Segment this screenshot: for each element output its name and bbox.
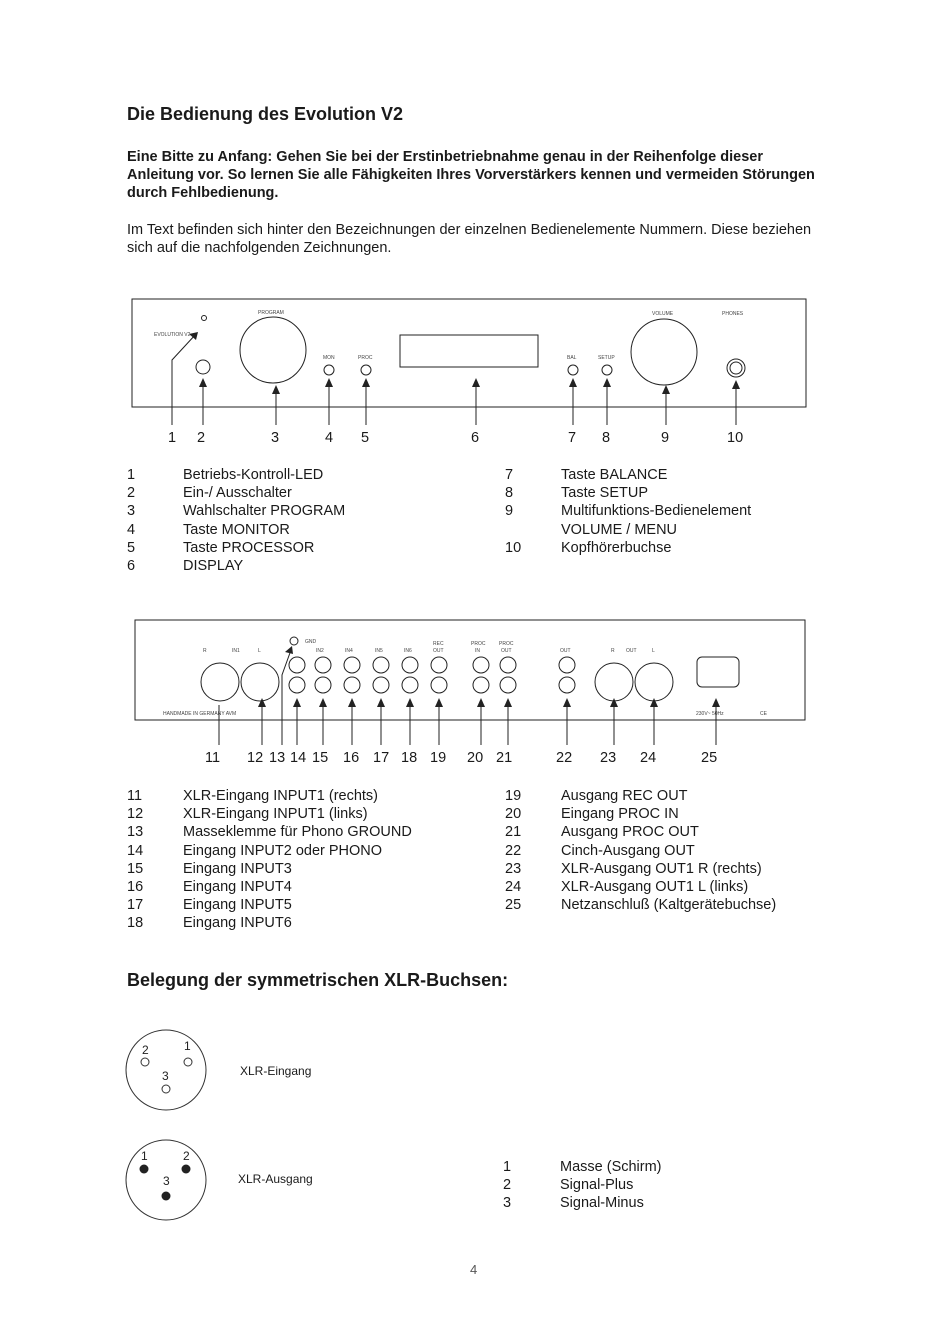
callout-number: 4 <box>325 430 334 446</box>
legend-row: VOLUME / MENU <box>561 521 678 538</box>
label-handmade: HANDMADE IN GERMANY AVM <box>163 711 237 717</box>
xlr-pin-legend <box>503 1158 662 1213</box>
callout-number: 16 <box>343 750 360 766</box>
label-in5: IN5 <box>375 648 383 654</box>
legend-row: 5 Taste PROCESSOR <box>127 539 315 556</box>
legend-row: 1 Betriebs-Kontroll-LED <box>127 467 324 483</box>
label-program: PROGRAM <box>258 310 284 316</box>
label-out-r: R <box>611 648 615 654</box>
legend-row: 2 Ein-/ Ausschalter <box>127 485 292 502</box>
callout-number: 18 <box>401 750 418 766</box>
label-in4: IN4 <box>345 648 353 654</box>
callout-number: 19 <box>430 750 447 766</box>
legend-row: 12 XLR-Eingang INPUT1 (links) <box>127 806 368 823</box>
legend-row: 24 XLR-Ausgang OUT1 L (links) <box>505 878 749 895</box>
label-model: EVOLUTION V2 <box>154 332 191 338</box>
label-ce: CE <box>760 711 767 717</box>
page-title: Die Bedienung des Evolution V2 <box>127 104 404 124</box>
legend-row: 13 Masseklemme für Phono GROUND <box>127 824 412 841</box>
xlr-output-pin-3-label: 3 <box>163 1174 170 1188</box>
label-gnd: GND <box>305 639 317 645</box>
callout-number: 20 <box>467 750 484 766</box>
label-volume: VOLUME <box>652 311 674 317</box>
callout-number: 25 <box>701 750 718 766</box>
legend-row: 3 Wahlschalter PROGRAM <box>127 503 346 520</box>
callout-number: 9 <box>661 430 670 446</box>
legend-row: 6 DISPLAY <box>127 557 244 574</box>
callout-number: 15 <box>312 750 329 766</box>
callout-number: 3 <box>271 430 280 446</box>
legend-row: 21 Ausgang PROC OUT <box>505 824 699 841</box>
callout-number: 14 <box>290 750 307 766</box>
label-rec: REC <box>433 641 444 647</box>
xlr-output-pin-2-label: 2 <box>183 1149 190 1163</box>
callout-number: 11 <box>205 750 221 766</box>
callout-number: 7 <box>568 430 577 446</box>
callout-number: 1 <box>168 430 177 446</box>
xlr-output-pin-1-label: 1 <box>141 1149 148 1163</box>
legend-row: 22 Cinch-Ausgang OUT <box>505 842 695 859</box>
callout-number: 5 <box>361 430 370 446</box>
xlr-input-pin-2-label: 2 <box>142 1043 149 1057</box>
label-out1: OUT <box>626 648 637 654</box>
label-proc: PROC <box>358 355 373 361</box>
label-bal: BAL <box>567 355 577 361</box>
legend-row: 9 Multifunktions-Bedienelement <box>505 503 752 520</box>
label-in6: IN6 <box>404 648 412 654</box>
legend-row: 3 Signal-Minus <box>503 1195 644 1212</box>
label-phones: PHONES <box>722 311 744 317</box>
label-in2: IN2 <box>316 648 324 654</box>
callout-number: 13 <box>269 750 286 766</box>
legend-row: 1 Masse (Schirm) <box>503 1159 662 1175</box>
label-proc-out: PROC <box>499 641 514 647</box>
label-l: L <box>258 648 261 654</box>
callout-number: 6 <box>471 430 480 446</box>
legend-row: 23 XLR-Ausgang OUT1 R (rechts) <box>505 860 762 877</box>
legend-row: 10 Kopfhörerbuchse <box>505 539 672 556</box>
legend-row: 15 Eingang INPUT3 <box>127 860 292 877</box>
callout-number: 10 <box>727 430 744 446</box>
label-r: R <box>203 648 207 654</box>
legend-row: 17 Eingang INPUT5 <box>127 897 292 914</box>
label-out-l: L <box>652 648 655 654</box>
callout-number: 8 <box>602 430 611 446</box>
legend-row: 8 Taste SETUP <box>505 485 649 502</box>
callout-number: 23 <box>600 750 617 766</box>
callout-number: 22 <box>556 750 573 766</box>
legend-row: 2 Signal-Plus <box>503 1177 634 1194</box>
legend-row: 14 Eingang INPUT2 oder PHONO <box>127 842 383 859</box>
label-voltage: 230V~ 50Hz <box>696 711 724 717</box>
xlr-output-label: XLR-Ausgang <box>238 1172 313 1186</box>
xlr-input-pin-3-label: 3 <box>162 1069 169 1083</box>
callout-number: 17 <box>373 750 390 766</box>
label-in1: IN1 <box>232 648 240 654</box>
callout-number: 12 <box>247 750 264 766</box>
label-cinch-out: OUT <box>560 648 571 654</box>
label-proc-out-sub: OUT <box>501 648 512 654</box>
intro-bold-paragraph: Eine Bitte zu Anfang: Gehen Sie bei der Erstinbetriebnahme genau in der Reihenfolge dieser Anleitung vor. So lernen Sie alle Fähigkeiten Ihres Vorverstärkers kennen und vermeiden Störungen durch Fehlbedienung. <box>127 149 815 201</box>
callout-number: 24 <box>640 750 657 766</box>
xlr-input-label: XLR-Eingang <box>240 1064 312 1078</box>
callout-number: 2 <box>197 430 206 446</box>
legend-row: 11 XLR-Eingang INPUT1 (rechts) <box>127 788 379 804</box>
label-in: IN <box>475 648 480 654</box>
intro-paragraph: Im Text befinden sich hinter den Bezeichnungen der einzelnen Bedienelemente Nummern. Diese beziehen sich auf die nachfolgenden Zeichnungen. <box>127 222 812 256</box>
xlr-input-pin-1-label: 1 <box>184 1039 191 1053</box>
callout-number: 21 <box>496 750 513 766</box>
legend-row: 4 Taste MONITOR <box>127 521 290 538</box>
legend-row: 19 Ausgang REC OUT <box>505 788 688 804</box>
legend-row: 7 Taste BALANCE <box>505 467 668 483</box>
legend-row: 16 Eingang INPUT4 <box>127 878 292 895</box>
xlr-heading: Belegung der symmetrischen XLR-Buchsen: <box>127 970 509 990</box>
label-setup: SETUP <box>598 355 615 361</box>
label-mon: MON <box>323 355 335 361</box>
label-proc-in: PROC <box>471 641 486 647</box>
legend-row: 20 Eingang PROC IN <box>505 806 679 823</box>
page-number: 4 <box>470 1262 478 1277</box>
legend-row: 18 Eingang INPUT6 <box>127 915 292 932</box>
label-out: OUT <box>433 648 444 654</box>
legend-row: 25 Netzanschluß (Kaltgerätebuchse) <box>505 897 777 914</box>
